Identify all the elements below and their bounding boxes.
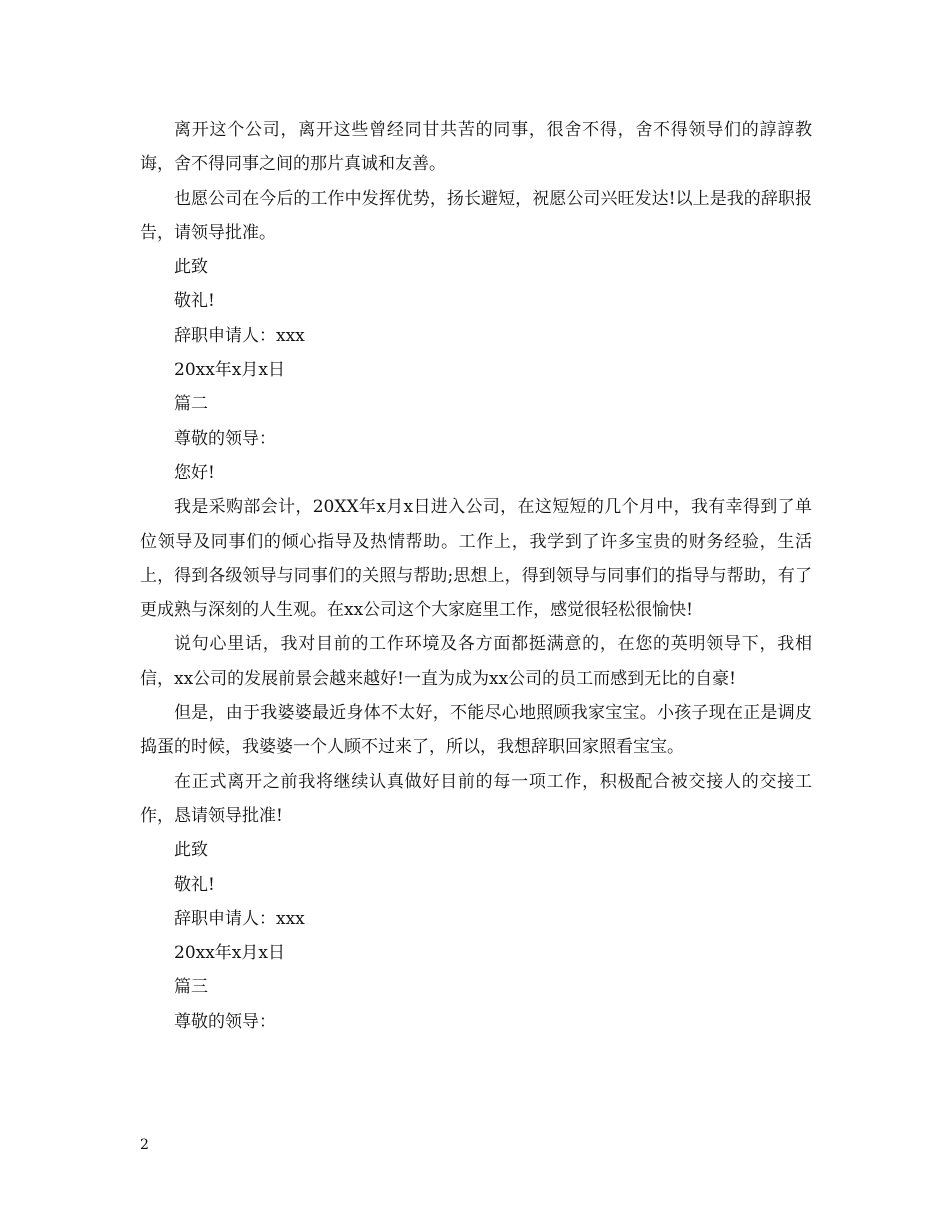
greeting-line: 尊敬的领导：	[174, 428, 276, 449]
section-heading: 篇三	[174, 977, 208, 998]
paragraph: 我是采购部会计，20XX年x月x日进入公司，在这短短的几个月中，我有幸得到了单位领导及同事们的倾心指导及热情帮助。工作上，我学到了许多宝贵的财务经验，生活上，得到各级领导与同事们的关照与帮助;思想上，得到领导与同事们的指导与帮助，有了更成熟与深刻的人生观。在xx公司这个大家庭里工作，感觉很轻松很愉快!	[140, 497, 812, 621]
paragraph: 但是，由于我婆婆最近身体不太好，不能尽心地照顾我家宝宝。小孩子现在正是调皮捣蛋的时候，我婆婆一个人顾不过来了，所以，我想辞职回家照看宝宝。	[140, 703, 812, 758]
closing-line: 此致	[174, 840, 208, 861]
signature-line: 辞职申请人：xxx	[174, 325, 305, 346]
paragraph: 离开这个公司，离开这些曾经同甘共苦的同事，很舍不得，舍不得领导们的諄諄教诲，舍不得同事之间的那片真诚和友善。	[140, 120, 812, 175]
date-line: 20xx年x月x日	[174, 360, 285, 381]
paragraph: 说句心里话，我对目前的工作环境及各方面都挺满意的，在您的英明领导下，我相信，xx公司的发展前景会越来越好!一直为成为xx公司的员工而感到无比的自豪!	[140, 634, 812, 689]
section-heading: 篇二	[174, 394, 208, 415]
greeting-line: 您好!	[174, 462, 215, 483]
salutation-line: 敬礼!	[174, 874, 215, 895]
greeting-line: 尊敬的领导：	[174, 1011, 276, 1032]
closing-line: 此致	[174, 257, 208, 278]
paragraph: 也愿公司在今后的工作中发挥优势，扬长避短，祝愿公司兴旺发达!以上是我的辞职报告，请领导批准。	[140, 188, 812, 243]
document-body	[140, 113, 812, 1039]
paragraph: 在正式离开之前我将继续认真做好目前的每一项工作，积极配合被交接人的交接工作，恳请领导批准!	[140, 771, 812, 826]
page-number: 2	[140, 1137, 149, 1153]
date-line: 20xx年x月x日	[174, 943, 285, 964]
signature-line: 辞职申请人：xxx	[174, 908, 305, 929]
salutation-line: 敬礼!	[174, 291, 215, 312]
